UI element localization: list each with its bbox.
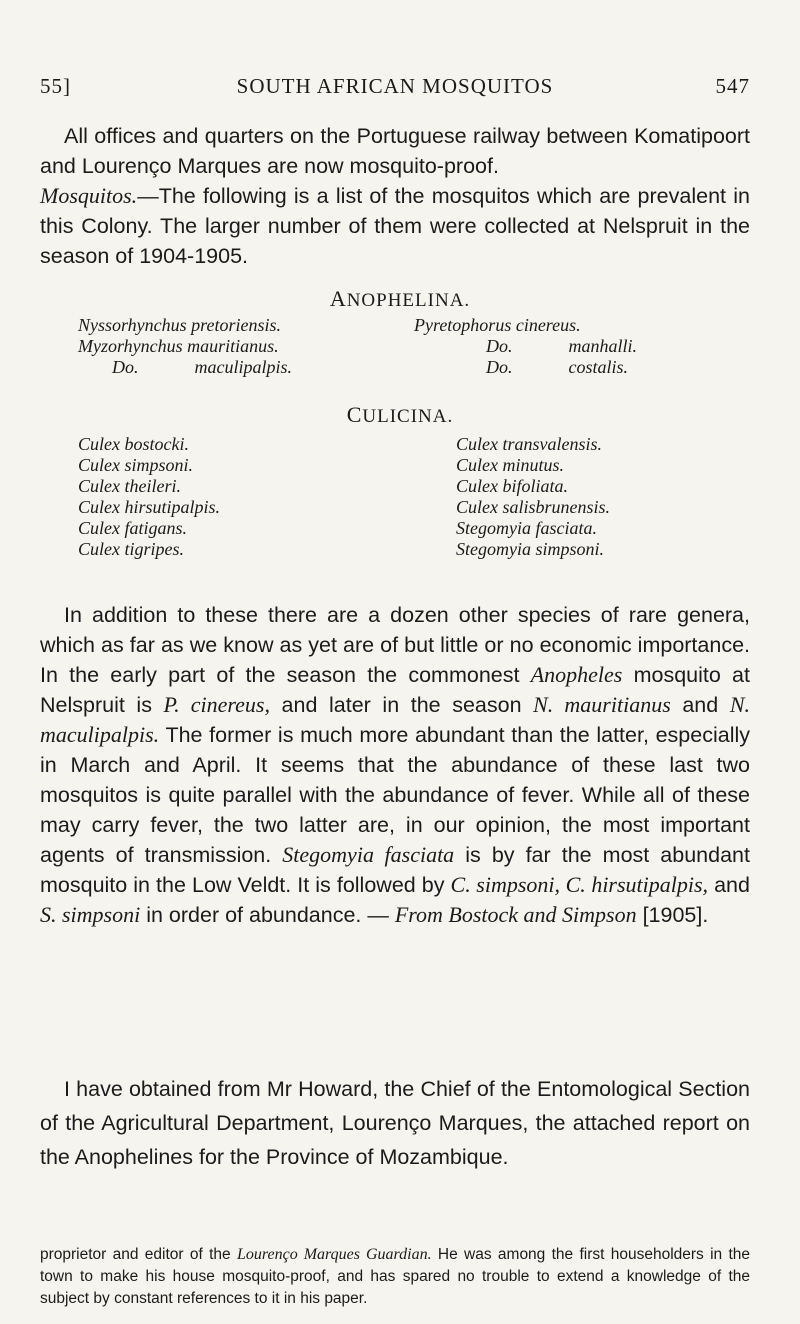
anophelina-left-list: [78, 315, 292, 378]
species-item: Culex tigripes.: [78, 539, 184, 559]
chapter-number: 55]: [40, 74, 71, 98]
intro-text: All offices and quarters on the Portuguese railway between Komatipoort and Lourenço Marques are now mosquito-proof.: [40, 124, 750, 178]
mosquitos-paragraph: [40, 181, 750, 271]
species-item: Culex fatigans.: [78, 518, 187, 538]
species-item: Myzorhynchus mauritianus.: [78, 336, 279, 356]
species-item: Culex simpsoni.: [78, 455, 193, 475]
running-title: SOUTH AFRICAN MOSQUITOS: [236, 74, 554, 98]
species-item: Do. maculipalpis.: [112, 357, 292, 377]
anophelina-right-list: [414, 315, 637, 378]
species-item: Culex transvalensis.: [456, 434, 602, 454]
species-item: Stegomyia fasciata.: [456, 518, 597, 538]
howard-text: I have obtained from Mr Howard, the Chief of the Entomological Section of the Agricultural Department, Lourenço Marques, the attached report on the Anophelines for the Province of Mozambique.: [40, 1077, 750, 1169]
footnote: proprietor and editor of the Lourenço Marques Guardian. He was among the first householders in the town to make his house mosquito-proof, and has spared no trouble to extend a knowledge of the subject by constant references to it in his paper.: [40, 1246, 751, 1307]
culicina-heading: CULICINA.: [346, 402, 454, 427]
howard-paragraph: [40, 1072, 750, 1174]
culicina-right-list: [456, 434, 610, 560]
species-item: Culex bifoliata.: [456, 476, 568, 496]
species-item: Pyretophorus cinereus.: [414, 315, 581, 335]
species-item: Culex minutus.: [456, 455, 564, 475]
species-item: Culex salisbrunensis.: [456, 497, 611, 517]
running-header: [40, 74, 750, 104]
addition-paragraph: In addition to these there are a dozen other species of rare genera, which as far as we know as yet are of but little or no economic importance. In the early part of the season the commonest Anopheles mosquito at Nelspruit is P. cinereus, and later in the season N. mauritianus and N. maculipalpis. The former is much more abundant than the latter, especially in March and April. It seems that the abundance of these last two mosquitos is quite parallel with the abundance of fever. While all of these may carry fever, the two latter are, in our opinion, the most important agents of transmission. Stegomyia fasciata is by far the most abundant mosquito in the Low Veldt. It is followed by C. simpsoni, C. hirsutipalpis, and S. simpsoni in order of abundance. — From Bostock and Simpson [1905].: [40, 603, 750, 927]
species-item: Culex hirsutipalpis.: [78, 497, 221, 517]
intro-paragraph: [40, 121, 750, 181]
species-item: Do. costalis.: [486, 357, 629, 377]
species-item: Nyssorhynchus pretoriensis.: [78, 315, 282, 335]
species-item: Culex theileri.: [78, 476, 181, 496]
page-number: 547: [715, 74, 750, 98]
mosquitos-text: —The following is a list of the mosquitos which are prevalent in this Colony. The larger number of them were collected at Nelspruit in the season of 1904-1905.: [40, 184, 750, 268]
species-item: Culex bostocki.: [78, 434, 189, 454]
species-item: Stegomyia simpsoni.: [456, 539, 604, 559]
species-item: Do. manhalli.: [486, 336, 638, 356]
culicina-left-list: [78, 434, 220, 560]
anophelina-heading: ANOPHELINA.: [329, 286, 471, 311]
mosquitos-lead: Mosquitos.: [40, 183, 138, 208]
